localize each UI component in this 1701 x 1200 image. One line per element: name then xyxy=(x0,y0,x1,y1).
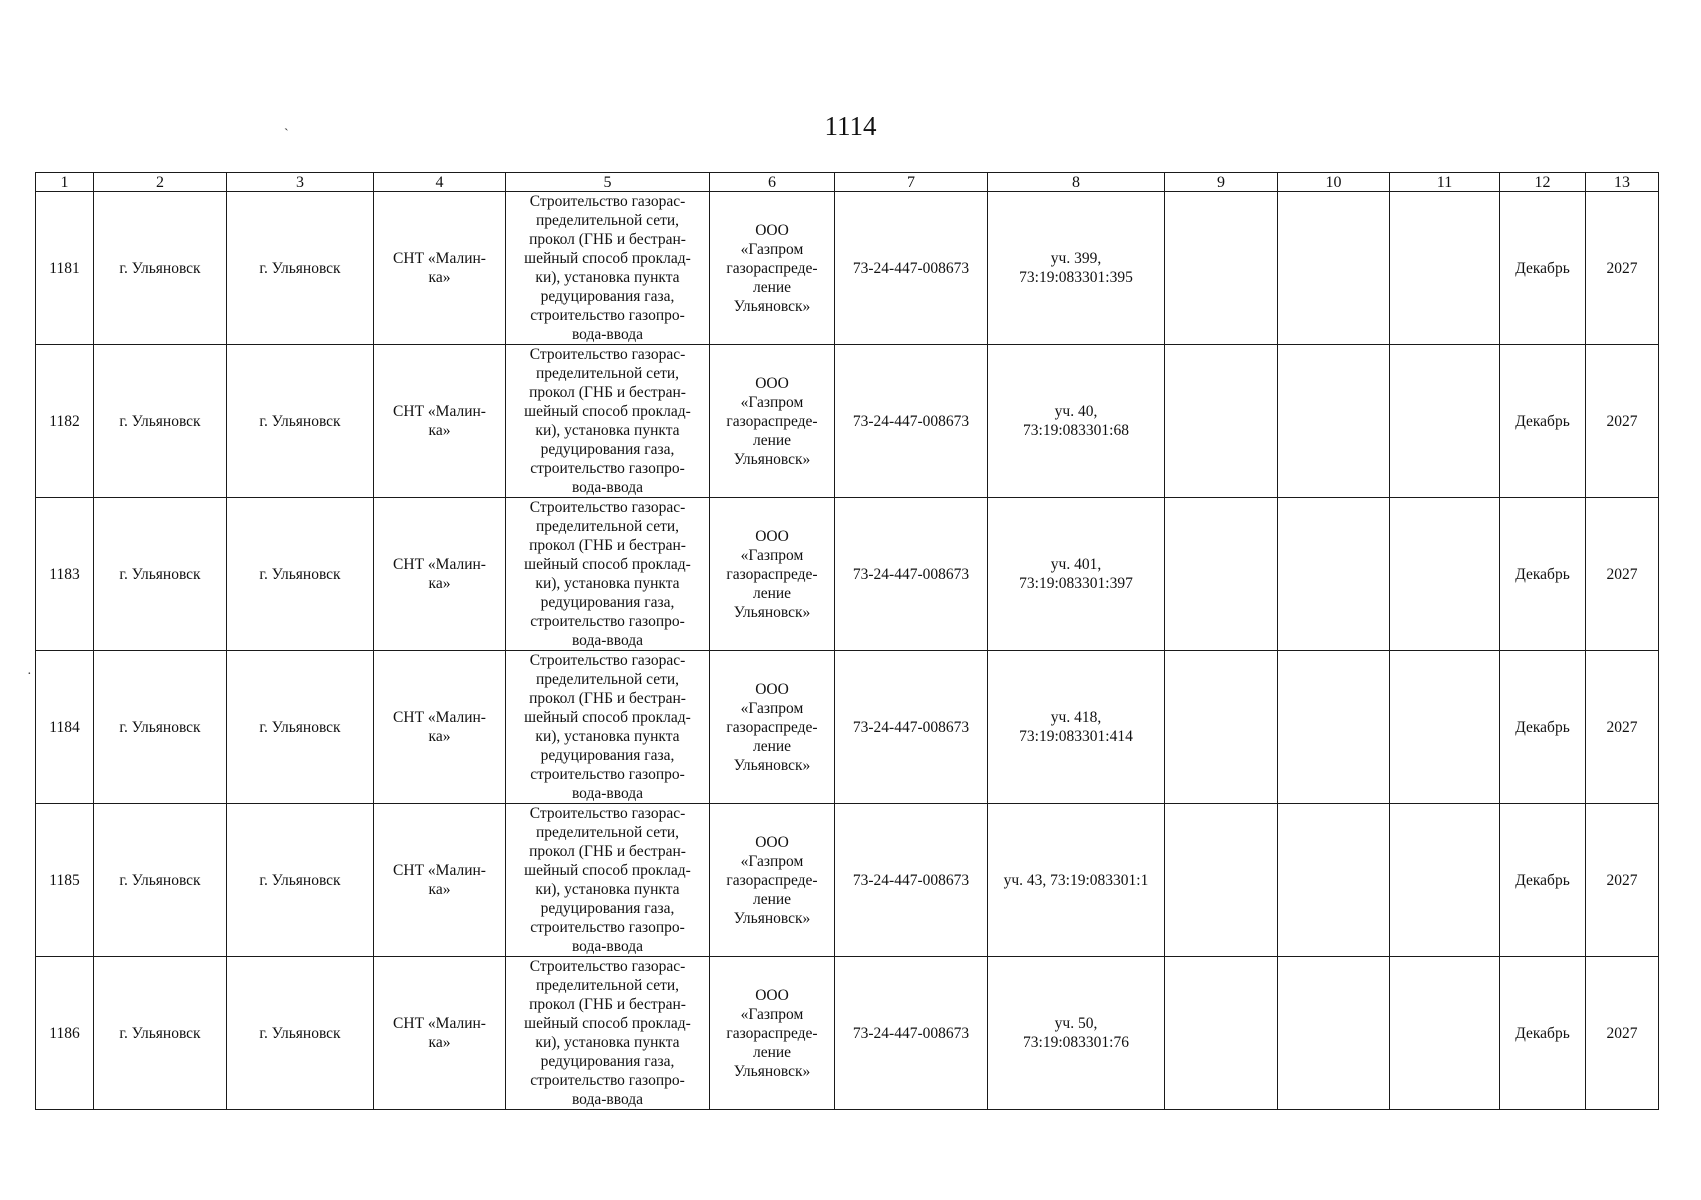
year-cell: 2027 xyxy=(1586,192,1659,345)
description-cell-line: пределительной сети, xyxy=(535,212,680,229)
row-number-cell: 1185 xyxy=(36,804,94,957)
organization-cell-line: Ульяновск» xyxy=(733,756,811,774)
month-cell: Декабрь xyxy=(1500,651,1586,804)
locality-cell-line: ка» xyxy=(428,422,451,439)
organization-cell xyxy=(710,192,835,345)
plot-cell-line: 73:19:083301:76 xyxy=(1023,1034,1129,1051)
column-9-cell xyxy=(1165,345,1278,498)
description-cell-line: прокол (ГНБ и бестран- xyxy=(529,996,686,1013)
description-cell-line: Строительство газорас- xyxy=(529,958,686,975)
municipality-cell: г. Ульяновск xyxy=(94,192,227,345)
description-cell-line: прокол (ГНБ и бестран- xyxy=(529,537,686,554)
plot-cell-line: уч. 40, xyxy=(1054,403,1098,420)
description-cell-line: шейный способ проклад- xyxy=(524,862,691,879)
description-cell-line: шейный способ проклад- xyxy=(524,709,691,726)
row-number-cell: 1186 xyxy=(36,957,94,1110)
municipality-cell: г. Ульяновск xyxy=(94,498,227,651)
organization-cell-line: Ульяновск» xyxy=(733,603,811,621)
column-10-cell xyxy=(1278,192,1390,345)
row-number-cell: 1183 xyxy=(36,498,94,651)
description-cell-line: пределительной сети, xyxy=(535,977,680,994)
description-cell xyxy=(506,804,710,957)
description-cell xyxy=(506,498,710,651)
description-cell-line: ки), установка пункта xyxy=(535,575,680,592)
plot-cell xyxy=(988,498,1165,651)
column-11-cell xyxy=(1390,957,1500,1110)
organization-cell-line: газораспреде- xyxy=(726,412,818,430)
locality-cell xyxy=(374,498,506,651)
organization-cell-line: газораспреде- xyxy=(726,871,818,889)
municipality-cell: г. Ульяновск xyxy=(94,804,227,957)
organization-cell-line: ООО xyxy=(755,374,789,392)
column-11-cell xyxy=(1390,498,1500,651)
municipality-cell: г. Ульяновск xyxy=(94,957,227,1110)
description-cell-line: строительство газопро- xyxy=(530,613,685,630)
organization-cell-line: ООО xyxy=(755,221,789,239)
code-cell: 73-24-447-008673 xyxy=(835,192,988,345)
organization-cell-line: «Газпром xyxy=(740,546,804,564)
organization-cell-line: ООО xyxy=(755,986,789,1004)
description-cell-line: редуцирования газа, xyxy=(540,900,675,917)
locality-cell xyxy=(374,804,506,957)
description-cell-line: шейный способ проклад- xyxy=(524,556,691,573)
organization-cell-line: ООО xyxy=(755,833,789,851)
organization-cell-line: газораспреде- xyxy=(726,259,818,277)
table-body xyxy=(36,192,1659,1110)
description-cell-line: редуцирования газа, xyxy=(540,1053,675,1070)
description-cell-line: строительство газопро- xyxy=(530,1072,685,1089)
organization-cell-line: ление xyxy=(752,431,792,449)
description-cell-line: шейный способ проклад- xyxy=(524,250,691,267)
table-row xyxy=(36,651,1659,804)
plot-cell xyxy=(988,345,1165,498)
locality-cell xyxy=(374,345,506,498)
column-11-cell xyxy=(1390,651,1500,804)
column-9-cell xyxy=(1165,651,1278,804)
description-cell xyxy=(506,192,710,345)
description-cell-line: Строительство газорас- xyxy=(529,805,686,822)
organization-cell xyxy=(710,804,835,957)
locality-cell-line: СНТ «Малин- xyxy=(393,250,486,267)
column-10-cell xyxy=(1278,804,1390,957)
column-header-12: 12 xyxy=(1500,173,1586,192)
locality-cell-line: ка» xyxy=(428,881,451,898)
table-row xyxy=(36,345,1659,498)
organization-cell-line: ООО xyxy=(755,680,789,698)
description-cell-line: пределительной сети, xyxy=(535,671,680,688)
table-row xyxy=(36,192,1659,345)
row-number-cell: 1181 xyxy=(36,192,94,345)
month-cell: Декабрь xyxy=(1500,192,1586,345)
table-row xyxy=(36,498,1659,651)
description-cell-line: ки), установка пункта xyxy=(535,728,680,745)
description-cell-line: редуцирования газа, xyxy=(540,747,675,764)
plot-cell xyxy=(988,957,1165,1110)
column-number-row xyxy=(36,173,1659,192)
plot-cell-line: уч. 401, xyxy=(1050,556,1102,573)
column-header-11: 11 xyxy=(1390,173,1500,192)
description-cell-line: ки), установка пункта xyxy=(535,1034,680,1051)
year-cell: 2027 xyxy=(1586,804,1659,957)
description-cell-line: ки), установка пункта xyxy=(535,269,680,286)
row-number-cell: 1182 xyxy=(36,345,94,498)
year-cell: 2027 xyxy=(1586,957,1659,1110)
organization-cell-line: Ульяновск» xyxy=(733,450,811,468)
organization-cell xyxy=(710,345,835,498)
description-cell-line: вода-ввода xyxy=(571,479,644,496)
organization-cell xyxy=(710,498,835,651)
column-10-cell xyxy=(1278,957,1390,1110)
page-number: 1114 xyxy=(824,111,877,141)
column-9-cell xyxy=(1165,192,1278,345)
month-cell: Декабрь xyxy=(1500,498,1586,651)
organization-cell-line: газораспреде- xyxy=(726,1024,818,1042)
organization-cell-line: газораспреде- xyxy=(726,565,818,583)
plot-cell-line: 73:19:083301:68 xyxy=(1023,422,1129,439)
municipality-cell: г. Ульяновск xyxy=(94,345,227,498)
description-cell-line: Строительство газорас- xyxy=(529,652,686,669)
description-cell-line: прокол (ГНБ и бестран- xyxy=(529,690,686,707)
description-cell-line: пределительной сети, xyxy=(535,365,680,382)
description-cell-line: строительство газопро- xyxy=(530,307,685,324)
code-cell: 73-24-447-008673 xyxy=(835,957,988,1110)
organization-cell-line: «Газпром xyxy=(740,240,804,258)
description-cell-line: вода-ввода xyxy=(571,326,644,343)
plot-cell-line: 73:19:083301:414 xyxy=(1019,728,1133,745)
year-cell: 2027 xyxy=(1586,498,1659,651)
locality-cell-line: СНТ «Малин- xyxy=(393,403,486,420)
plot-cell-line: 73:19:083301:395 xyxy=(1019,269,1133,286)
plot-cell-line: уч. 43, 73:19:083301:1 xyxy=(1003,871,1149,889)
organization-cell-line: ление xyxy=(752,584,792,602)
description-cell-line: строительство газопро- xyxy=(530,919,685,936)
column-header-5: 5 xyxy=(506,173,710,192)
column-header-13: 13 xyxy=(1586,173,1659,192)
description-cell-line: вода-ввода xyxy=(571,938,644,955)
scan-speck: · xyxy=(27,667,32,682)
column-header-8: 8 xyxy=(988,173,1165,192)
description-cell-line: прокол (ГНБ и бестран- xyxy=(529,231,686,248)
municipality-cell: г. Ульяновск xyxy=(94,651,227,804)
code-cell: 73-24-447-008673 xyxy=(835,498,988,651)
description-cell xyxy=(506,651,710,804)
organization-cell xyxy=(710,651,835,804)
locality-cell-line: СНТ «Малин- xyxy=(393,862,486,879)
description-cell-line: вода-ввода xyxy=(571,1091,644,1108)
description-cell-line: редуцирования газа, xyxy=(540,594,675,611)
settlement-cell: г. Ульяновск xyxy=(227,651,374,804)
description-cell-line: Строительство газорас- xyxy=(529,193,686,210)
column-11-cell xyxy=(1390,804,1500,957)
plot-cell xyxy=(988,804,1165,957)
column-header-7: 7 xyxy=(835,173,988,192)
column-11-cell xyxy=(1390,345,1500,498)
table-row xyxy=(36,804,1659,957)
description-cell-line: шейный способ проклад- xyxy=(524,403,691,420)
locality-cell-line: ка» xyxy=(428,269,451,286)
column-header-6: 6 xyxy=(710,173,835,192)
description-cell-line: шейный способ проклад- xyxy=(524,1015,691,1032)
description-cell-line: Строительство газорас- xyxy=(529,499,686,516)
plot-cell xyxy=(988,651,1165,804)
organization-cell-line: ление xyxy=(752,278,792,296)
organization-cell-line: Ульяновск» xyxy=(733,909,811,927)
description-cell-line: прокол (ГНБ и бестран- xyxy=(529,384,686,401)
column-10-cell xyxy=(1278,651,1390,804)
column-10-cell xyxy=(1278,498,1390,651)
column-header-3: 3 xyxy=(227,173,374,192)
description-cell xyxy=(506,345,710,498)
description-cell-line: прокол (ГНБ и бестран- xyxy=(529,843,686,860)
year-cell: 2027 xyxy=(1586,651,1659,804)
row-number-cell: 1184 xyxy=(36,651,94,804)
description-cell-line: строительство газопро- xyxy=(530,766,685,783)
organization-cell-line: Ульяновск» xyxy=(733,297,811,315)
locality-cell-line: СНТ «Малин- xyxy=(393,709,486,726)
locality-cell-line: СНТ «Малин- xyxy=(393,556,486,573)
column-header-2: 2 xyxy=(94,173,227,192)
description-cell-line: Строительство газорас- xyxy=(529,346,686,363)
organization-cell-line: ООО xyxy=(755,527,789,545)
plot-cell-line: 73:19:083301:397 xyxy=(1019,575,1133,592)
description-cell-line: пределительной сети, xyxy=(535,824,680,841)
description-cell-line: ки), установка пункта xyxy=(535,881,680,898)
column-header-1: 1 xyxy=(36,173,94,192)
locality-cell-line: ка» xyxy=(428,728,451,745)
organization-cell-line: ление xyxy=(752,1043,792,1061)
locality-cell-line: ка» xyxy=(428,1034,451,1051)
locality-cell-line: ка» xyxy=(428,575,451,592)
register-table xyxy=(35,172,1659,1110)
column-11-cell xyxy=(1390,192,1500,345)
column-9-cell xyxy=(1165,498,1278,651)
settlement-cell: г. Ульяновск xyxy=(227,957,374,1110)
description-cell xyxy=(506,957,710,1110)
organization-cell-line: «Газпром xyxy=(740,852,804,870)
locality-cell xyxy=(374,957,506,1110)
plot-cell-line: уч. 50, xyxy=(1054,1015,1098,1032)
description-cell-line: редуцирования газа, xyxy=(540,441,675,458)
column-9-cell xyxy=(1165,804,1278,957)
column-header-10: 10 xyxy=(1278,173,1390,192)
settlement-cell: г. Ульяновск xyxy=(227,804,374,957)
locality-cell xyxy=(374,192,506,345)
settlement-cell: г. Ульяновск xyxy=(227,345,374,498)
year-cell: 2027 xyxy=(1586,345,1659,498)
code-cell: 73-24-447-008673 xyxy=(835,804,988,957)
description-cell-line: ки), установка пункта xyxy=(535,422,680,439)
month-cell: Декабрь xyxy=(1500,804,1586,957)
locality-cell xyxy=(374,651,506,804)
organization-cell-line: газораспреде- xyxy=(726,718,818,736)
month-cell: Декабрь xyxy=(1500,957,1586,1110)
organization-cell-line: ление xyxy=(752,737,792,755)
description-cell-line: вода-ввода xyxy=(571,632,644,649)
column-9-cell xyxy=(1165,957,1278,1110)
description-cell-line: пределительной сети, xyxy=(535,518,680,535)
column-10-cell xyxy=(1278,345,1390,498)
organization-cell xyxy=(710,957,835,1110)
scan-speck: ` xyxy=(284,127,289,142)
description-cell-line: редуцирования газа, xyxy=(540,288,675,305)
organization-cell-line: Ульяновск» xyxy=(733,1062,811,1080)
plot-cell-line: уч. 399, xyxy=(1050,250,1102,267)
table-row xyxy=(36,957,1659,1110)
settlement-cell: г. Ульяновск xyxy=(227,192,374,345)
code-cell: 73-24-447-008673 xyxy=(835,651,988,804)
description-cell-line: строительство газопро- xyxy=(530,460,685,477)
description-cell-line: вода-ввода xyxy=(571,785,644,802)
organization-cell-line: «Газпром xyxy=(740,699,804,717)
locality-cell-line: СНТ «Малин- xyxy=(393,1015,486,1032)
plot-cell-line: уч. 418, xyxy=(1050,709,1102,726)
plot-cell xyxy=(988,192,1165,345)
organization-cell-line: «Газпром xyxy=(740,393,804,411)
column-header-4: 4 xyxy=(374,173,506,192)
organization-cell-line: ление xyxy=(752,890,792,908)
code-cell: 73-24-447-008673 xyxy=(835,345,988,498)
organization-cell-line: «Газпром xyxy=(740,1005,804,1023)
column-header-9: 9 xyxy=(1165,173,1278,192)
settlement-cell: г. Ульяновск xyxy=(227,498,374,651)
month-cell: Декабрь xyxy=(1500,345,1586,498)
